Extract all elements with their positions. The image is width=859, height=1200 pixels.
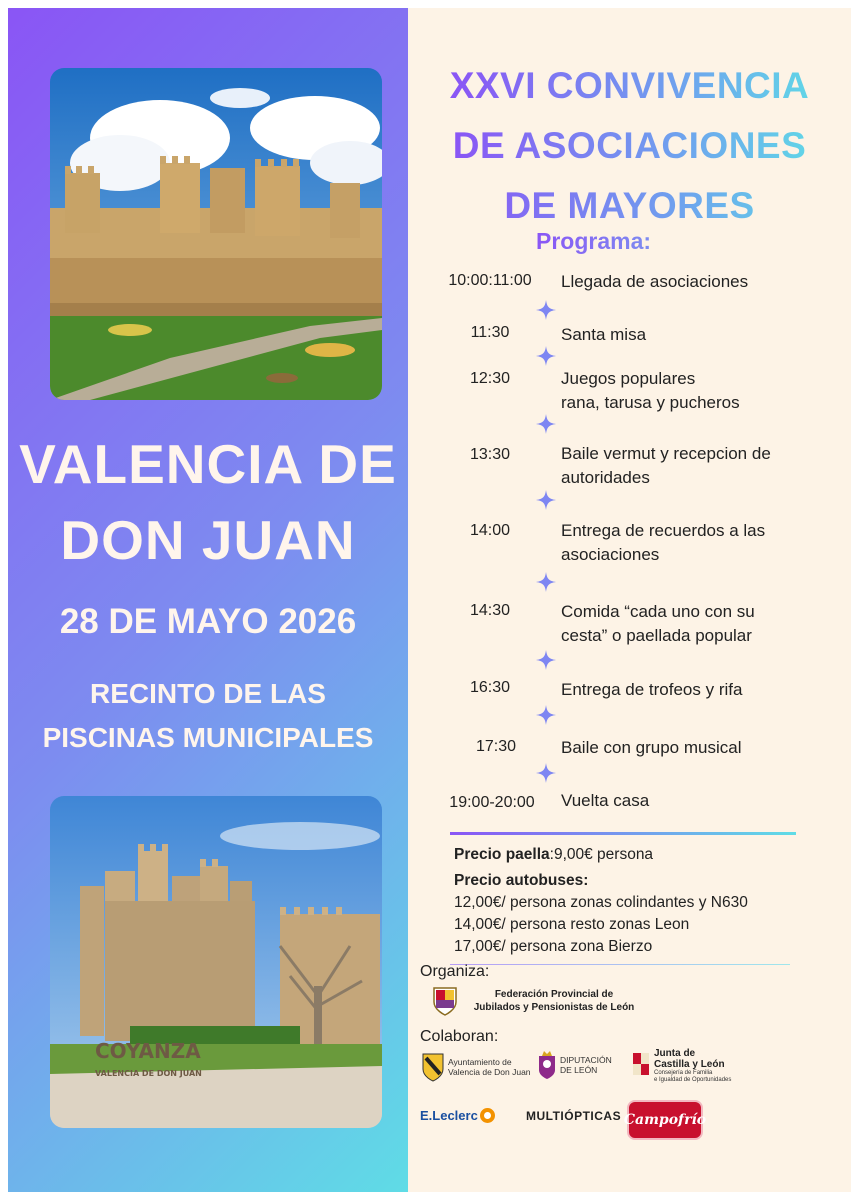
castle-photo-bottom bbox=[50, 796, 382, 1128]
schedule-desc-line2: rana, tarusa y pucheros bbox=[561, 393, 740, 412]
junta-line3: Consejería de Familia bbox=[654, 1070, 713, 1076]
venue-line1: RECINTO DE LAS bbox=[90, 678, 326, 709]
diputacion-crest-icon bbox=[538, 1050, 556, 1080]
schedule-desc-line2: asociaciones bbox=[561, 545, 660, 564]
schedule-time: 13:30 bbox=[469, 446, 511, 463]
paella-price bbox=[454, 844, 844, 866]
price-info bbox=[454, 844, 844, 958]
schedule-desc: Llegada de asociaciones bbox=[561, 272, 749, 291]
schedule-time: 11:30 bbox=[470, 324, 510, 341]
logo-multiopticas: MULTIÓPTICAS bbox=[526, 1109, 622, 1123]
ayuntamiento-shield-icon bbox=[422, 1052, 444, 1082]
schedule-time: 14:30 bbox=[469, 602, 511, 619]
schedule-time: 12:30 bbox=[469, 370, 511, 387]
leclerc-circle-icon bbox=[480, 1108, 495, 1123]
leclerc-text: E.Leclerc bbox=[420, 1108, 478, 1123]
diputacion-line1: DIPUTACIÓN bbox=[560, 1055, 612, 1065]
diputacion-line2: DE LEÓN bbox=[560, 1065, 598, 1075]
gradient-divider bbox=[450, 832, 796, 835]
schedule-desc bbox=[561, 519, 851, 567]
bus-price-line: 14,00€/ persona resto zonas Leon bbox=[454, 916, 690, 933]
federation-shield-icon bbox=[432, 986, 458, 1016]
castle-photo-top bbox=[50, 68, 382, 400]
town-title-line2: DON JUAN bbox=[60, 509, 356, 571]
sparkle-icon bbox=[536, 300, 556, 320]
event-title-line3: DE MAYORES bbox=[504, 185, 755, 226]
organizer-name bbox=[464, 988, 644, 1014]
sparkle-icon bbox=[536, 346, 556, 366]
event-title-line2: DE ASOCIACIONES bbox=[452, 125, 807, 166]
coyanza-sign: COYANZA bbox=[95, 1039, 201, 1063]
organizer-name-line2: Jubilados y Pensionistas de León bbox=[473, 1002, 635, 1013]
coyanza-sign-sub: VALENCIA DE DON JUAN bbox=[95, 1069, 202, 1078]
diputacion-text bbox=[560, 1055, 612, 1075]
junta-text bbox=[654, 1048, 731, 1084]
collaborators-label: Colaboran: bbox=[420, 1028, 499, 1045]
schedule-time: 16:30 bbox=[469, 679, 511, 696]
schedule-desc: Baile con grupo musical bbox=[561, 738, 742, 757]
venue bbox=[8, 672, 408, 760]
junta-line2: Castilla y León bbox=[654, 1059, 725, 1070]
junta-line1: Junta de bbox=[654, 1048, 696, 1059]
ayuntamiento-line2: Valencia de Don Juan bbox=[448, 1067, 531, 1077]
schedule-desc-line1: Juegos populares bbox=[561, 369, 696, 388]
sparkle-icon bbox=[536, 650, 556, 670]
schedule-desc bbox=[561, 600, 851, 648]
town-title bbox=[8, 426, 408, 578]
paella-price-label: Precio paella bbox=[454, 846, 550, 863]
sparkle-icon bbox=[536, 572, 556, 592]
schedule-time: 17:30 bbox=[475, 738, 517, 755]
ayuntamiento-line1: Ayuntamiento de bbox=[448, 1057, 512, 1067]
event-title-line1: XXVI CONVIVENCIA bbox=[449, 65, 810, 106]
logo-diputacion bbox=[538, 1050, 612, 1080]
schedule-time: 19:00-20:00 bbox=[449, 794, 535, 811]
organizer-label: Organiza: bbox=[420, 963, 490, 980]
junta-crest-icon bbox=[632, 1051, 650, 1081]
logo-leclerc bbox=[420, 1108, 495, 1123]
right-cream-panel bbox=[408, 8, 851, 1192]
bus-price-line: 17,00€/ persona zona Bierzo bbox=[454, 938, 653, 955]
left-gradient-panel bbox=[8, 8, 408, 1192]
ayuntamiento-text bbox=[448, 1057, 531, 1077]
schedule-time: 14:00 bbox=[469, 522, 511, 539]
bus-price-heading: Precio autobuses: bbox=[454, 872, 589, 889]
town-title-line1: VALENCIA DE bbox=[19, 433, 397, 495]
schedule-desc-line2: autoridades bbox=[561, 468, 650, 487]
schedule-desc bbox=[561, 367, 851, 415]
bus-price-line: 12,00€/ persona zonas colindantes y N630 bbox=[454, 894, 748, 911]
junta-line4: e Igualdad de Oportunidades bbox=[654, 1077, 732, 1083]
bus-price-label bbox=[454, 870, 844, 892]
venue-line2: PISCINAS MUNICIPALES bbox=[42, 722, 374, 753]
event-title bbox=[408, 56, 851, 236]
sparkle-icon bbox=[536, 763, 556, 783]
logo-campofrio: Campofrío bbox=[627, 1100, 703, 1140]
program-heading: Programa: bbox=[536, 228, 652, 254]
schedule-desc-line1: Entrega de recuerdos a las bbox=[561, 521, 766, 540]
paella-price-value: :9,00€ persona bbox=[549, 846, 654, 863]
thin-divider bbox=[450, 964, 790, 965]
schedule-desc: Santa misa bbox=[561, 325, 647, 344]
schedule-desc bbox=[561, 442, 851, 490]
sparkle-icon bbox=[536, 414, 556, 434]
organizer bbox=[432, 986, 644, 1016]
logo-junta bbox=[632, 1048, 731, 1084]
schedule-time: 10:00:11:00 bbox=[448, 272, 532, 289]
schedule-desc-line1: Comida “cada uno con su bbox=[561, 602, 755, 621]
logo-ayuntamiento bbox=[422, 1052, 531, 1082]
event-date: 28 DE MAYO 2026 bbox=[59, 602, 357, 641]
organizer-name-line1: Federación Provincial de bbox=[494, 989, 614, 1000]
sparkle-icon bbox=[536, 490, 556, 510]
schedule-desc: Entrega de trofeos y rifa bbox=[561, 680, 743, 699]
sparkle-icon bbox=[536, 705, 556, 725]
schedule-desc-line1: Baile vermut y recepcion de bbox=[561, 444, 771, 463]
schedule-desc: Vuelta casa bbox=[561, 791, 650, 810]
schedule-desc-line2: cesta” o paellada popular bbox=[561, 626, 752, 645]
